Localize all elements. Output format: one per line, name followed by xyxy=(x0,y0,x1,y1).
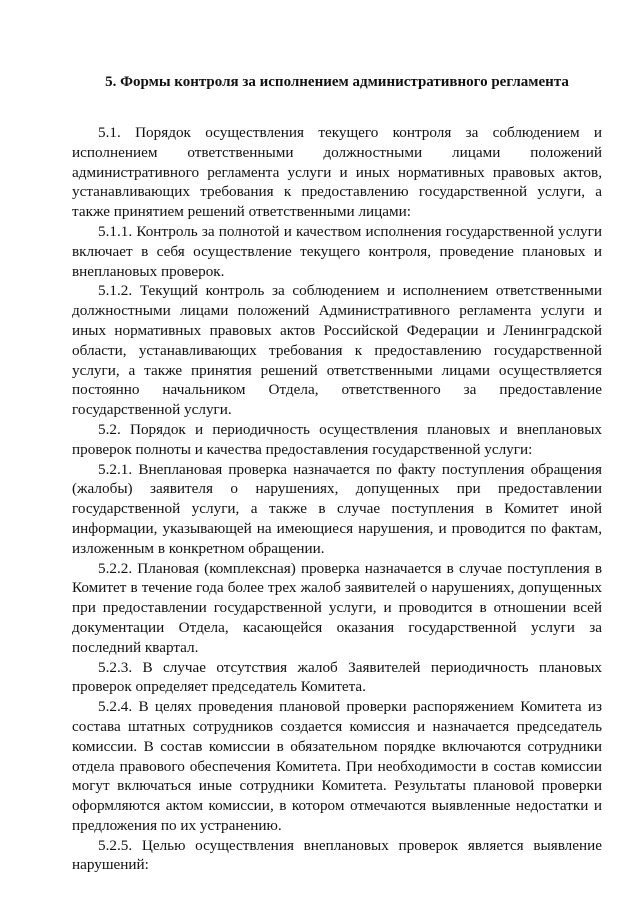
paragraph-5-2-4: 5.2.4. В целях проведения плановой проверки распоряжением Комитета из состава штатных сотрудников создается комиссия и назначается председатель комиссии. В состав комиссии в обязательном порядке включаются сотрудники отдела правового обеспечения Комитета. При необходимости в состав комиссии могут включаться иные сотрудники Комитета. Результаты плановой проверки оформляются актом комиссии, в котором отмечаются выявленные недостатки и предложения по их устранению. xyxy=(72,698,602,834)
paragraph-5-1: 5.1. Порядок осуществления текущего контроля за соблюдением и исполнением ответственными должностными лицами положений административного регламента услуги и иных нормативных правовых актов, устанавливающих требования к предоставлению государственной услуги, а также принятием решений ответственными лицами: xyxy=(72,124,602,221)
paragraph-5-1-2: 5.1.2. Текущий контроль за соблюдением и исполнением ответственными должностными лицами положений Административного регламента услуги и иных нормативных правовых актов Российской Федерации и Ленинградской области, устанавливающих требования к предоставлению государственной услуги, а также принятия решений ответственными лицами осуществляется постоянно начальником Отдела, ответственного за предоставление государственной услуги. xyxy=(72,282,602,419)
paragraph-5-2-2: 5.2.2. Плановая (комплексная) проверка назначается в случае поступления в Комитет в течение года более трех жалоб заявителей о нарушениях, допущенных при предоставлении государственной услуги, и проводится в отношении всей документации Отдела, касающейся оказания государственной услуги за последний квартал. xyxy=(72,559,602,656)
section-heading: 5. Формы контроля за исполнением административного регламента xyxy=(105,74,569,90)
paragraph-5-2-1: 5.2.1. Внеплановая проверка назначается по факту поступления обращения (жалобы) заявителя о нарушениях, допущенных при предоставлении государственной услуги, а также в случае поступления в Комитет иной информации, указывающей на имеющиеся нарушения, и проводится по фактам, изложенным в конкретном обращении. xyxy=(72,460,602,557)
paragraph-5-2-5: 5.2.5. Целью осуществления внеплановых проверок является выявление нарушений: xyxy=(72,836,602,874)
paragraph-5-2: 5.2. Порядок и периодичность осуществления плановых и внеплановых проверок полноты и качества предоставления государственной услуги: xyxy=(72,420,602,458)
document-page xyxy=(72,72,602,875)
paragraph-5-1-1: 5.1.1. Контроль за полнотой и качеством исполнения государственной услуги включает в себя осуществление текущего контроля, проведение плановых и внеплановых проверок. xyxy=(72,222,602,280)
paragraph-5-2-3: 5.2.3. В случае отсутствия жалоб Заявителей периодичность плановых проверок определяет председатель Комитета. xyxy=(72,658,602,696)
